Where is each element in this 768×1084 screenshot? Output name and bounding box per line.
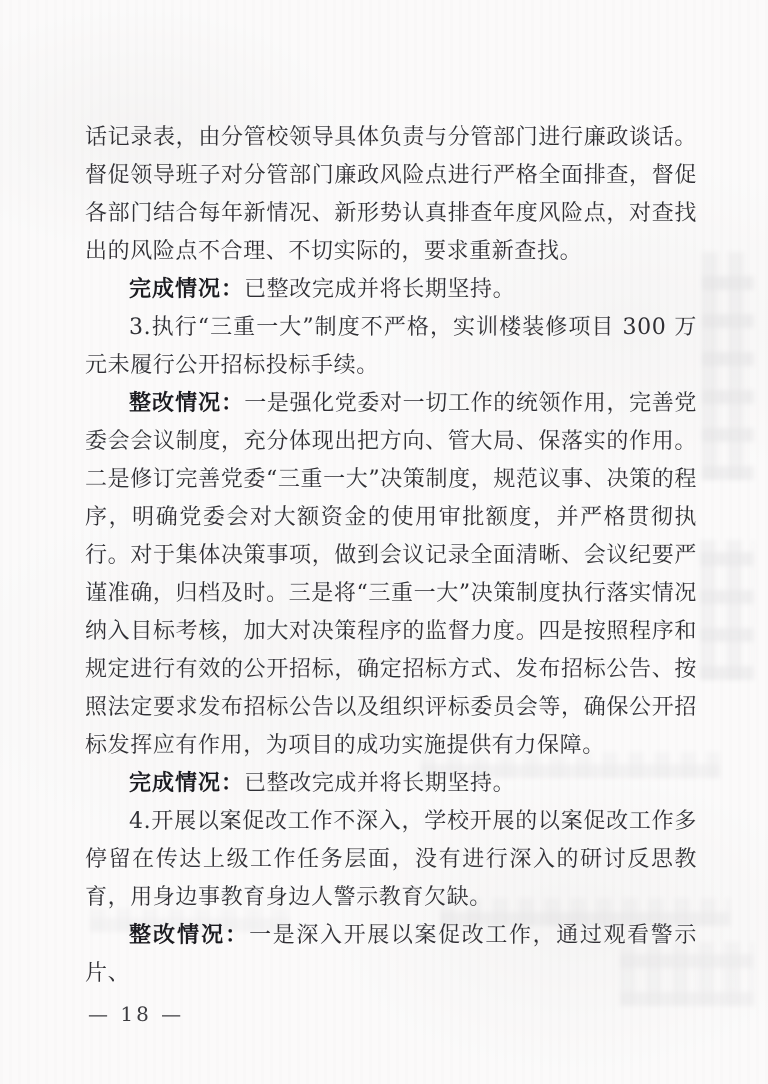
paragraph-text: 3.执行“三重一大”制度不严格，实训楼装修项目 300 万元未履行公开招标投标手续。 — [85, 315, 697, 378]
paragraph-text: 一是强化党委对一切工作的统领作用，完善党委会会议制度，充分体现出把方向、管大局、保落实的作用。二是修订完善党委“三重一大”决策制度，规范议事、决策的程序，明确党委会对大额资金的使用审批额度，并严格贯彻执行。对于集体决策事项，做到会议记录全面清晰、会议纪要严谨准确，归档及时。三是将“三重一大”决策制度执行落实情况纳入目标考核，加大对决策程序的监督力度。四是按照程序和规定进行有效的公开招标，确定招标方式、发布招标公告、按照法定要求发布招标公告以及组织评标委员会等，确保公开招标发挥应有作用，为项目的成功实施提供有力保障。 — [85, 391, 697, 758]
paragraph-text: 一是深入开展以案促改工作，通过观看警示片、 — [85, 923, 697, 986]
rectification-paragraph-1 — [85, 385, 697, 765]
page-number: — 18 — — [88, 1002, 185, 1026]
paragraph-text: 4.开展以案促改工作不深入，学校开展的以案促改工作多停留在传达上级工作任务层面，没有进行深入的研讨反思教育，用身边事教育身边人警示教育欠缺。 — [85, 809, 697, 910]
completion-status-label: 完成情况： — [129, 771, 245, 796]
document-body — [85, 119, 697, 993]
paragraph-text: 话记录表，由分管校领导具体负责与分管部门进行廉政谈话。督促领导班子对分管部门廉政风险点进行严格全面排查，督促各部门结合每年新情况、新形势认真排查年度风险点，对查找出的风险点不合理、不切实际的，要求重新查找。 — [85, 125, 697, 264]
completion-status-paragraph-1 — [85, 271, 697, 309]
completion-status-paragraph-2 — [85, 765, 697, 803]
issue-4-paragraph — [85, 803, 697, 917]
rectification-status-label: 整改情况： — [129, 923, 250, 948]
bleedthrough-artifact — [702, 252, 754, 480]
completion-status-label: 完成情况： — [129, 277, 245, 302]
paragraph-text: 已整改完成并将长期坚持。 — [244, 277, 516, 302]
issue-3-paragraph — [85, 309, 697, 385]
rectification-status-label: 整改情况： — [129, 391, 245, 416]
rectification-paragraph-2 — [85, 917, 697, 993]
bleedthrough-artifact — [700, 540, 754, 680]
continuation-paragraph — [85, 119, 697, 271]
paragraph-text: 已整改完成并将长期坚持。 — [244, 771, 516, 796]
